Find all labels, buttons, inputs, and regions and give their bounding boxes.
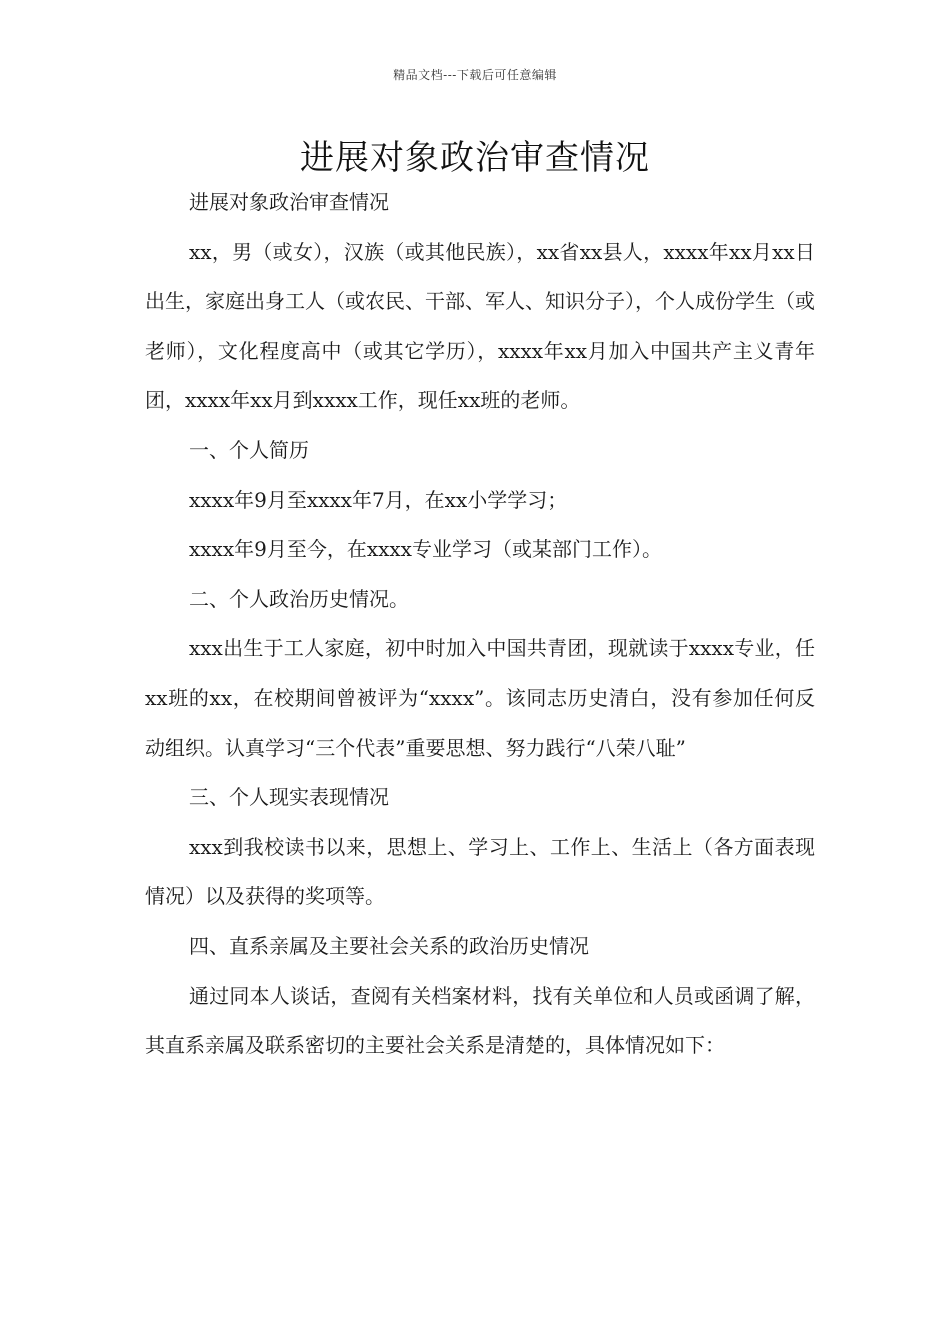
political-history-paragraph: xxx出生于工人家庭，初中时加入中国共青团，现就读于xxxx专业，任xx班的xx，在校期间曾被评为“xxxx”。该同志历史清白，没有参加任何反动组织。认真学习“三个代表”重要思想、努力践行“八荣八耻” [145, 636, 815, 760]
page-header: 精品文档---下载后可任意编辑 [393, 68, 557, 82]
resume-item-2: xxxx年9月至今，在xxxx专业学习（或某部门工作）。 [189, 537, 662, 562]
section-heading-current-performance: 三、个人现实表现情况 [189, 785, 389, 810]
current-performance-paragraph: xxx到我校读书以来，思想上、学习上、工作上、生活上（各方面表现情况）以及获得的奖项等。 [145, 834, 815, 909]
document-body [145, 178, 815, 1071]
subtitle-paragraph: 进展对象政治审查情况 [189, 190, 389, 214]
section-heading-resume: 一、个人简历 [189, 437, 309, 462]
document-title: 进展对象政治审查情况 [300, 138, 650, 178]
section-heading-political-history: 二、个人政治历史情况。 [189, 586, 409, 611]
resume-item-1: xxxx年9月至xxxx年7月，在xx小学学习； [189, 487, 568, 512]
section-heading-relatives: 四、直系亲属及主要社会关系的政治历史情况 [189, 933, 589, 958]
relatives-paragraph: 通过同本人谈话，查阅有关档案材料，找有关单位和人员或函调了解，其直系亲属及联系密切的主要社会关系是清楚的，具体情况如下： [145, 983, 815, 1058]
personal-info-paragraph: xx，男（或女），汉族（或其他民族），xx省xx县人，xxxx年xx月xx日出生，家庭出身工人（或农民、干部、军人、知识分子），个人成份学生（或老师），文化程度高中（或其它学历），xxxx年xx月加入中国共产主义青年团，xxxx年xx月到xxxx工作，现任xx班的老师。 [145, 239, 815, 413]
